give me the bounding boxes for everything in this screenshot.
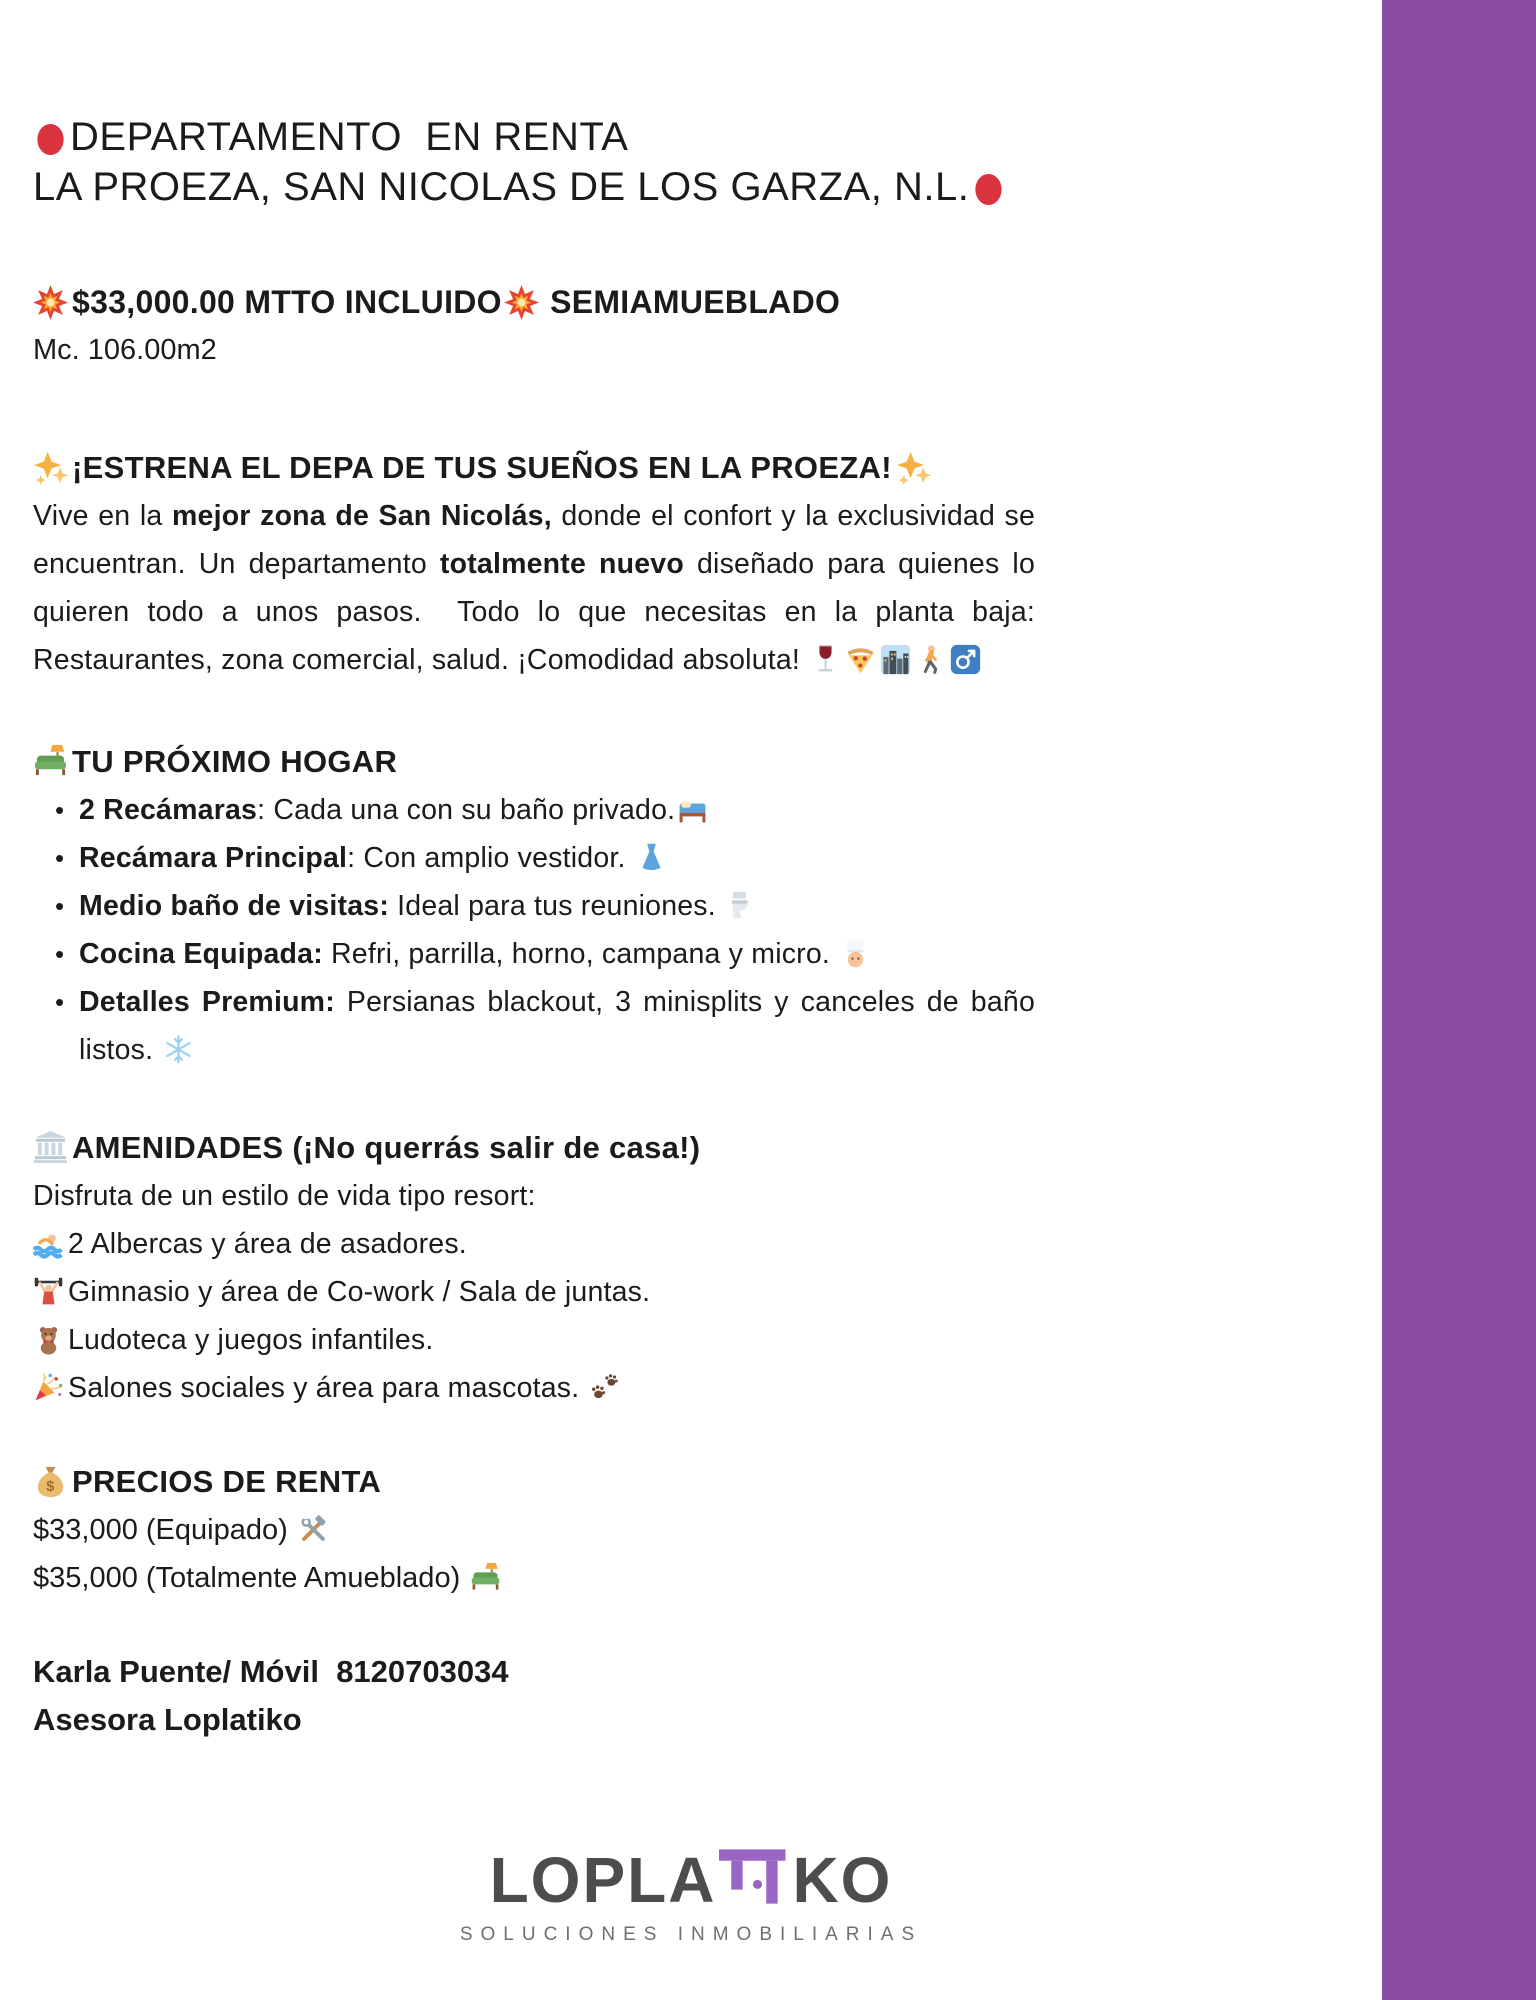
hogar-title-row — [33, 738, 1035, 786]
price-option — [33, 1554, 1035, 1602]
price-main: $33,000.00 MTTO INCLUIDO — [72, 284, 502, 320]
toilet-icon — [726, 890, 757, 921]
purple-side-stripe — [1382, 0, 1536, 2000]
snowflake-icon — [163, 1034, 194, 1065]
listing-header — [33, 112, 1035, 212]
header-line-2 — [33, 162, 1035, 212]
header-line-1 — [33, 112, 1035, 162]
amenidades-title: AMENIDADES (¡No querrás salir de casa!) — [72, 1130, 701, 1165]
price-tag: SEMIAMUEBLADO — [550, 284, 841, 320]
party-popper-icon — [33, 1372, 64, 1403]
item-text: Ideal para tus reuniones. — [389, 890, 724, 922]
sparkles-icon — [33, 450, 68, 485]
item-text: Persianas blackout, 3 minisplits y canceles de baño listos. — [79, 986, 1035, 1066]
item-text: Refri, parrilla, horno, campana y micro. — [322, 938, 839, 970]
header-title: DEPARTAMENTO EN RENTA — [70, 115, 629, 159]
amenity-text: 2 Albercas y área de asadores. — [68, 1228, 467, 1260]
logo-wordmark — [0, 1844, 1382, 1916]
price-option-text: $35,000 (Totalmente Amueblado) — [33, 1562, 469, 1594]
contact-name-phone: Karla Puente/ Móvil 8120703034 — [33, 1654, 509, 1689]
classical-building-icon — [33, 1130, 68, 1165]
collision-icon — [504, 285, 539, 320]
couch-lamp-icon — [33, 744, 68, 779]
couch-lamp-icon — [470, 1562, 501, 1593]
intro-bold-nuevo: totalmente nuevo — [439, 548, 684, 580]
list-item — [33, 930, 1035, 978]
precios-title-row — [33, 1458, 1035, 1506]
intro-paragraph — [33, 492, 1035, 684]
male-sign-icon — [950, 644, 981, 675]
amenity-item — [33, 1316, 1035, 1364]
item-label: Cocina Equipada: — [79, 938, 323, 970]
weightlifter-icon — [33, 1276, 64, 1307]
teddy-bear-icon — [33, 1324, 64, 1355]
contact-role: Asesora Loplatiko — [33, 1702, 302, 1737]
amenidades-subtitle: Disfruta de un estilo de vida tipo resort: — [33, 1180, 536, 1212]
wine-glass-icon — [810, 644, 841, 675]
list-item — [33, 882, 1035, 930]
amenity-item — [33, 1220, 1035, 1268]
list-item — [33, 834, 1035, 882]
intro-title-row — [33, 444, 1035, 492]
precios-title: PRECIOS DE RENTA — [72, 1464, 382, 1499]
item-text: : Cada una con su baño privado. — [257, 794, 676, 826]
area-line: Mc. 106.00m2 — [33, 334, 217, 366]
intro-text: diseñado para quienes lo quieren todo a unos pasos. Todo lo que necesitas en la planta baja: Restaurantes, zona comercial, salud. ¡Comodidad absoluta! — [33, 548, 1035, 676]
intro-text: donde el confort y la exclusividad se encuentran. Un departamento — [33, 500, 1036, 580]
item-label: Medio baño de visitas: — [79, 890, 390, 922]
hogar-title: TU PRÓXIMO HOGAR — [72, 744, 398, 779]
cook-icon — [840, 938, 871, 969]
logo-text-right: KO — [792, 1844, 893, 1916]
price-option — [33, 1506, 1035, 1554]
amenity-text: Salones sociales y área para mascotas. — [68, 1372, 588, 1404]
red-circle-icon — [971, 172, 1006, 207]
logo-text-left: LOPLA — [489, 1844, 717, 1916]
intro-title: ¡ESTRENA EL DEPA DE TUS SUEÑOS EN LA PROEZA! — [72, 450, 892, 485]
item-label: Detalles Premium: — [79, 986, 335, 1018]
bed-icon — [677, 794, 708, 825]
list-item — [33, 786, 1035, 834]
logo-ti-door-icon — [719, 1848, 789, 1905]
paw-prints-icon — [589, 1372, 620, 1403]
amenity-text: Ludoteca y juegos infantiles. — [68, 1324, 434, 1356]
intro-bold-zone: mejor zona de San Nicolás, — [171, 500, 552, 532]
price-banner — [33, 278, 1035, 326]
intro-text: Vive en la — [33, 500, 172, 532]
cityscape-icon — [880, 644, 911, 675]
price-option-text: $33,000 (Equipado) — [33, 1514, 296, 1546]
contact-block — [33, 1648, 1035, 1744]
flyer-content — [33, 0, 1035, 1744]
collision-icon — [33, 285, 68, 320]
header-location: LA PROEZA, SAN NICOLAS DE LOS GARZA, N.L. — [33, 165, 970, 209]
svg-text:$: $ — [46, 1479, 55, 1496]
list-item — [33, 978, 1035, 1074]
item-text: : Con amplio vestidor. — [347, 842, 634, 874]
pedestrian-icon — [915, 644, 946, 675]
amenidades-title-row — [33, 1124, 1035, 1172]
sparkles-icon — [896, 450, 931, 485]
item-label: Recámara Principal — [79, 842, 348, 874]
item-label: 2 Recámaras — [79, 794, 258, 826]
amenity-text: Gimnasio y área de Co-work / Sala de juntas. — [68, 1276, 651, 1308]
amenity-item — [33, 1364, 1035, 1412]
logo-tagline: SOLUCIONES INMOBILIARIAS — [459, 1924, 923, 1945]
hammer-wrench-icon — [298, 1514, 329, 1545]
brand-logo — [0, 1844, 1382, 1946]
amenity-item — [33, 1268, 1035, 1316]
red-circle-icon — [33, 122, 68, 157]
dress-icon — [636, 842, 667, 873]
money-bag-icon — [33, 1464, 68, 1499]
swimmer-icon — [33, 1228, 64, 1259]
hogar-list — [33, 786, 1035, 1074]
pizza-icon — [845, 644, 876, 675]
